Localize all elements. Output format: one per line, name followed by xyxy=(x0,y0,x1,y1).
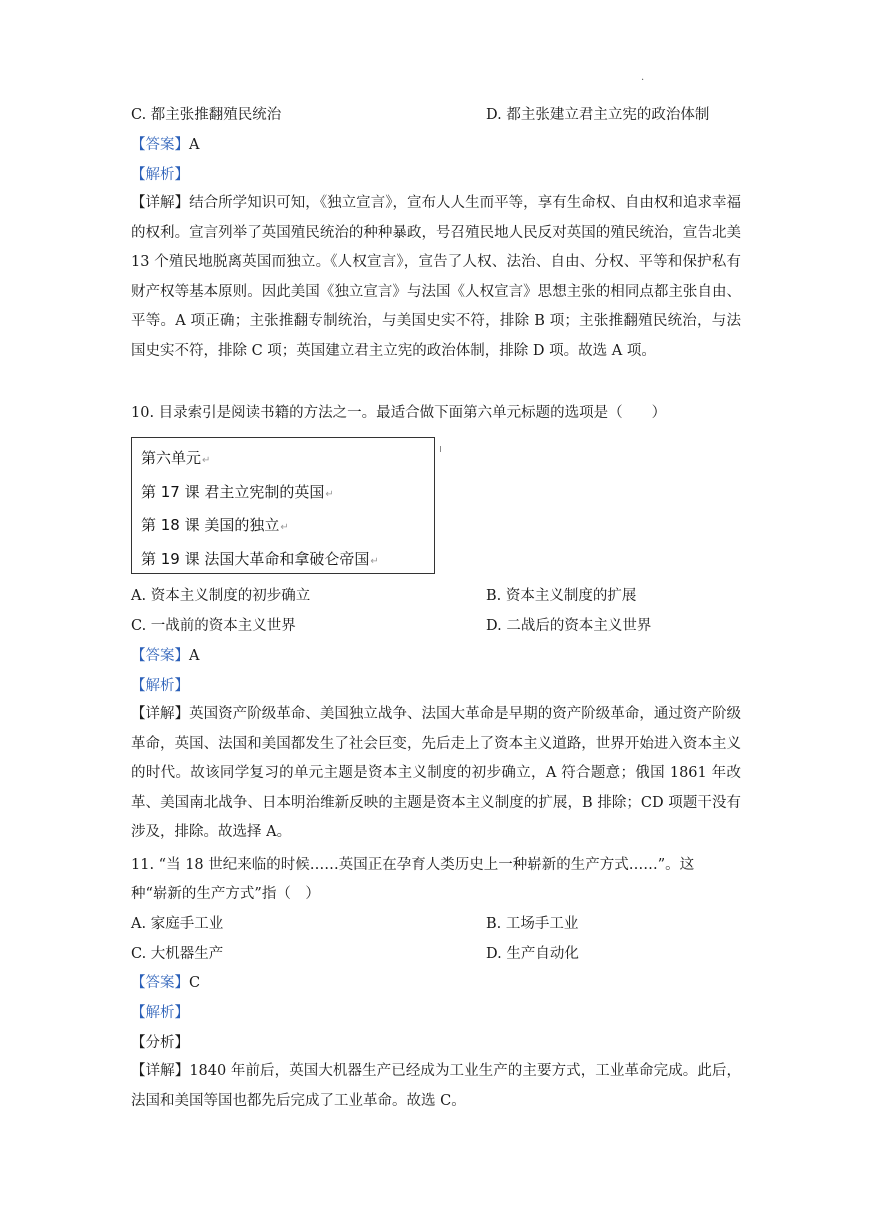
q9-analysis-line xyxy=(131,165,189,185)
q11-answer: C xyxy=(189,975,201,991)
table-of-contents-box xyxy=(131,437,435,574)
toc-unit-title: 第六单元↵ xyxy=(141,449,211,467)
toc-lesson-18: 第 18 课 美国的独立↵ xyxy=(141,516,289,534)
q10-analysis-line xyxy=(131,676,189,696)
q11-analysis-line xyxy=(131,1003,189,1023)
q9-answer-line xyxy=(131,135,199,155)
q9-option-c: C. 都主张推翻殖民统治 xyxy=(131,107,282,123)
q10-option-c: C. 一战前的资本主义世界 xyxy=(131,618,296,634)
page-mark: . xyxy=(641,72,645,83)
q10-answer: A xyxy=(189,648,200,664)
q11-stem-line2: 种“崭新的生产方式”指（ ） xyxy=(131,886,320,902)
q11-detail-text: 1840 年前后，英国大机器生产已经成为工业生产的主要方式，工业革命完成。此后，法国和美国等国也都先后完成了工业革命。故选 C。 xyxy=(131,1063,741,1109)
return-mark-icon: ↵ xyxy=(280,522,289,533)
q11-option-c: C. 大机器生产 xyxy=(131,946,224,962)
analysis-tag: 【解析】 xyxy=(131,1005,189,1021)
q10-option-b: B. 资本主义制度的扩展 xyxy=(486,588,637,604)
toc-lesson-17: 第 17 课 君主立宪制的英国↵ xyxy=(141,483,334,501)
answer-tag: 【答案】 xyxy=(131,648,189,664)
q10-option-a: A. 资本主义制度的初步确立 xyxy=(131,588,311,604)
q10-detail-paragraph xyxy=(131,700,741,848)
q11-detail-paragraph xyxy=(131,1057,741,1116)
box-edge-mark xyxy=(440,446,441,452)
answer-tag: 【答案】 xyxy=(131,137,189,153)
detail-tag: 【详解】 xyxy=(131,706,190,722)
q11-option-b: B. 工场手工业 xyxy=(486,916,579,932)
q11-option-a: A. 家庭手工业 xyxy=(131,916,224,932)
q9-detail-text: 结合所学知识可知，《独立宣言》，宣布人人生而平等，享有生命权、自由权和追求幸福的权利。宣言列举了英国殖民统治的种种暴政，号召殖民地人民反对英国的殖民统治，宣告北美 13 个殖民地脱离英国而独立。《人权宣言》，宣告了人权、法治、自由、分权、平等和保护私有财产权等基本原则。因此美国《独立宣言》与法国《人权宣言》思想主张的相同点都主张自由、平等。A 项正确；主张推翻专制统治，与美国史实不符，排除 B 项；主张推翻殖民统治，与法国史实不符，排除 C 项；英国建立君主立宪的政治体制，排除 D 项。故选 A 项。 xyxy=(131,195,742,359)
return-mark-icon: ↵ xyxy=(202,455,211,466)
q10-answer-line xyxy=(131,646,199,666)
detail-tag: 【详解】 xyxy=(131,195,190,211)
analysis-tag: 【解析】 xyxy=(131,678,189,694)
return-mark-icon: ↵ xyxy=(370,556,379,567)
q11-option-d: D. 生产自动化 xyxy=(486,946,579,962)
q9-answer: A xyxy=(189,137,200,153)
toc-lesson-19: 第 19 课 法国大革命和拿破仑帝国↵ xyxy=(141,550,379,568)
q11-answer-line xyxy=(131,973,200,993)
q10-option-d: D. 二战后的资本主义世界 xyxy=(486,618,652,634)
q10-stem: 10. 目录索引是阅读书籍的方法之一。最适合做下面第六单元标题的选项是（ ） xyxy=(131,405,667,421)
q11-fenxi-line xyxy=(131,1033,189,1053)
q9-detail-paragraph xyxy=(131,189,741,367)
q10-detail-text: 英国资产阶级革命、美国独立战争、法国大革命是早期的资产阶级革命，通过资产阶级革命，英国、法国和美国都发生了社会巨变，先后走上了资本主义道路，世界开始进入资本主义的时代。故该同学复习的单元主题是资本主义制度的初步确立，A 符合题意；俄国 1861 年改革、美国南北战争、日本明治维新反映的主题是资本主义制度的扩展，B 排除；CD 项题干没有涉及，排除。故选择 A。 xyxy=(131,706,742,841)
q9-option-d: D. 都主张建立君主立宪的政治体制 xyxy=(486,107,710,123)
detail-tag: 【详解】 xyxy=(131,1063,190,1079)
q11-stem-line1: 11. “当 18 世纪来临的时候……英国正在孕育人类历史上一种崭新的生产方式……”。这 xyxy=(131,857,695,873)
return-mark-icon: ↵ xyxy=(325,489,334,500)
analysis-tag: 【解析】 xyxy=(131,167,189,183)
answer-tag: 【答案】 xyxy=(131,975,189,991)
fenxi-tag: 【分析】 xyxy=(131,1035,189,1051)
